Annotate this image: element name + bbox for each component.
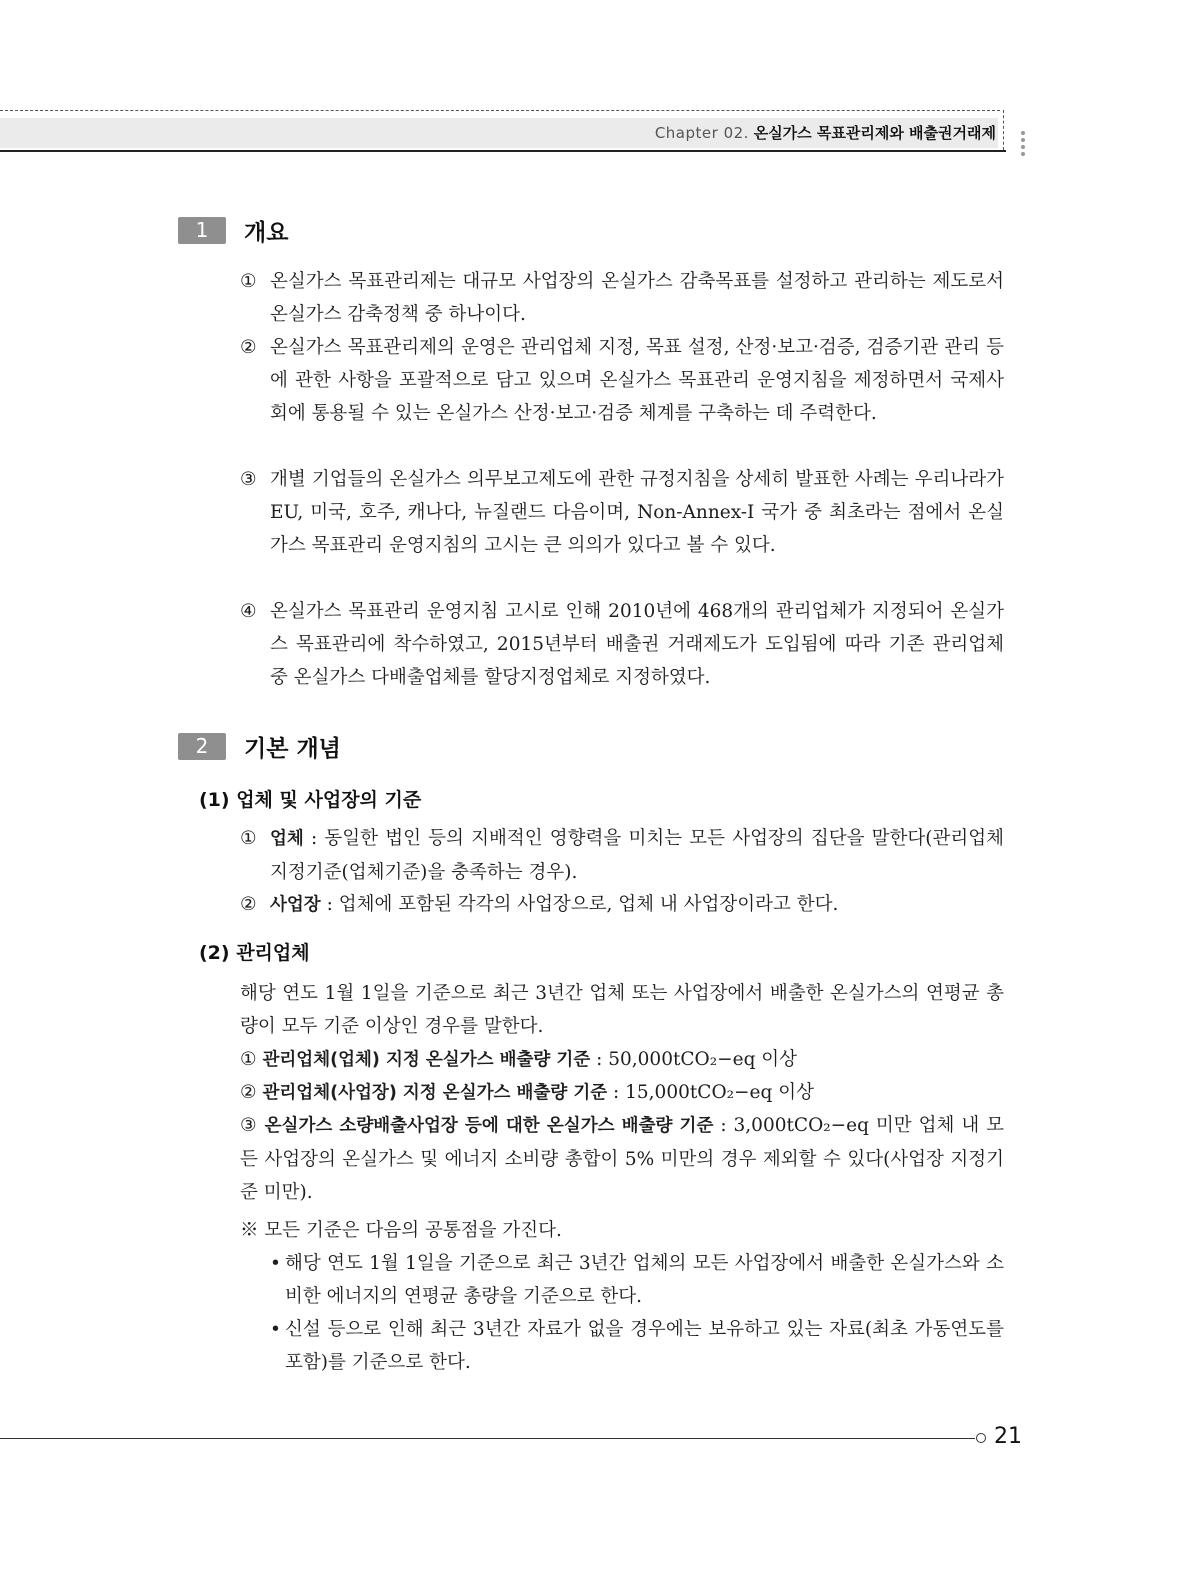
section-1-heading: [178, 214, 288, 247]
item-text: 개별 기업들의 온실가스 의무보고제도에 관한 규정지침을 상세히 발표한 사례는 우리나라가 EU, 미국, 호주, 캐나다, 뉴질랜드 다음이며, Non-Annex-I 국가 중 최초라는 점에서 온실가스 목표관리 운영지침의 고시는 큰 의의가 있다고 볼 수 있다.: [270, 469, 1004, 556]
common-criteria-note: ※ 모든 기준은 다음의 공통점을 가진다.: [240, 1220, 562, 1241]
definition-term: 업체: [270, 829, 304, 849]
item-marker: ②: [240, 894, 257, 915]
criterion-1: [240, 1043, 1004, 1077]
criterion-2: [240, 1076, 1004, 1110]
item-marker: ①: [240, 1049, 257, 1070]
criterion-label: 관리업체(업체) 지정 온실가스 배출량 기준: [262, 1050, 591, 1070]
chapter-label: Chapter 02.: [654, 124, 749, 142]
criterion-3: [240, 1109, 1004, 1209]
exclusion-text: 업체 내 모든 사업장의 온실가스 및 에너지 소비량 총합이 5% 미만의 경우 제외할 수 있다(사업장 지정기준 미만).: [240, 1115, 1005, 1203]
subsection-1-title: (1) 업체 및 사업장의 기준: [199, 789, 422, 811]
subsection-2-title: (2) 관리업체: [199, 942, 310, 964]
item-marker: ①: [240, 828, 257, 849]
definition-body: : 업체에 포함된 각각의 사업장으로, 업체 내 사업장이라고 한다.: [320, 894, 839, 915]
item-marker: ②: [240, 337, 257, 358]
header-vertical-dash: [1003, 110, 1004, 150]
item-text: [240, 888, 1004, 922]
item-marker: ③: [240, 1115, 258, 1136]
section-number-badge: 1: [178, 217, 226, 244]
definition-body: : 동일한 법인 등의 지배적인 영향력을 미치는 모든 사업장의 집단을 말한다(관리업체 지정기준(업체기준)을 충족하는 경우).: [270, 828, 1004, 883]
item-marker: ④: [240, 601, 257, 622]
criterion-label: 온실가스 소량배출사업장 등에 대한 온실가스 배출량 기준: [264, 1116, 714, 1136]
definition-item-1: [240, 822, 1004, 889]
section-title: 개요: [244, 220, 289, 246]
header-rule: [0, 150, 1006, 152]
definition-item-2: [240, 888, 1004, 922]
overview-item-4: [240, 595, 1004, 694]
bullet-marker: •: [270, 1319, 281, 1340]
running-header: [655, 122, 996, 143]
criterion-label: 관리업체(사업장) 지정 온실가스 배출량 기준: [262, 1083, 608, 1103]
item-marker: ②: [240, 1082, 257, 1103]
bullet-text: 해당 연도 1월 1일을 기준으로 최근 3년간 업체의 모든 사업장에서 배출한 온실가스와 소비한 에너지의 연평균 총량을 기준으로 한다.: [285, 1253, 1004, 1307]
item-text: [240, 822, 1004, 889]
page-number: 21: [994, 1424, 1022, 1449]
section-2-heading: [178, 730, 341, 763]
bullet-text: 신설 등으로 인해 최근 3년간 자료가 없을 경우에는 보유하고 있는 자료(최초 가동연도를 포함)를 기준으로 한다.: [285, 1319, 1004, 1373]
criterion-value: : 3,000tCO₂−eq 미만: [713, 1115, 912, 1136]
bullet-marker: •: [270, 1253, 281, 1274]
section-number-badge: 2: [178, 733, 226, 760]
criterion-value: : 50,000tCO₂−eq 이상: [590, 1049, 798, 1070]
overview-item-1: [240, 265, 1004, 331]
note-bullet-1: [270, 1247, 1004, 1313]
footer-rule: [0, 1438, 975, 1439]
subsection-2-intro: 해당 연도 1월 1일을 기준으로 최근 3년간 업체 또는 사업장에서 배출한 온실가스의 연평균 총량이 모두 기준 이상인 경우를 말한다.: [240, 983, 1004, 1037]
section-title: 기본 개념: [244, 736, 341, 762]
footer-circle-ornament: [976, 1433, 986, 1443]
header-dots-ornament: [1021, 131, 1026, 159]
definition-term: 사업장: [270, 895, 321, 915]
criterion-value: : 15,000tCO₂−eq 이상: [607, 1082, 814, 1103]
item-text: 온실가스 목표관리제의 운영은 관리업체 지정, 목표 설정, 산정·보고·검증, 검증기관 관리 등에 관한 사항을 포괄적으로 담고 있으며 온실가스 목표관리 운영지침을 제정하면서 국제사회에 통용될 수 있는 온실가스 산정·보고·검증 체계를 구축하는 데 주력한다.: [270, 337, 1004, 424]
overview-item-3: [240, 463, 1004, 562]
overview-item-2: [240, 331, 1004, 430]
item-marker: ①: [240, 271, 257, 292]
header-dashed-rule: [0, 110, 1000, 111]
item-marker: ③: [240, 469, 257, 490]
chapter-title: 온실가스 목표관리제와 배출권거래제: [753, 124, 996, 142]
note-bullet-2: [270, 1313, 1004, 1379]
item-text: 온실가스 목표관리제는 대규모 사업장의 온실가스 감축목표를 설정하고 관리하는 제도로서 온실가스 감축정책 중 하나이다.: [270, 271, 1004, 325]
item-text: 온실가스 목표관리 운영지침 고시로 인해 2010년에 468개의 관리업체가 지정되어 온실가스 목표관리에 착수하였고, 2015년부터 배출권 거래제도가 도입됨에 따라 기존 관리업체 중 온실가스 다배출업체를 할당지정업체로 지정하였다.: [270, 601, 1004, 688]
